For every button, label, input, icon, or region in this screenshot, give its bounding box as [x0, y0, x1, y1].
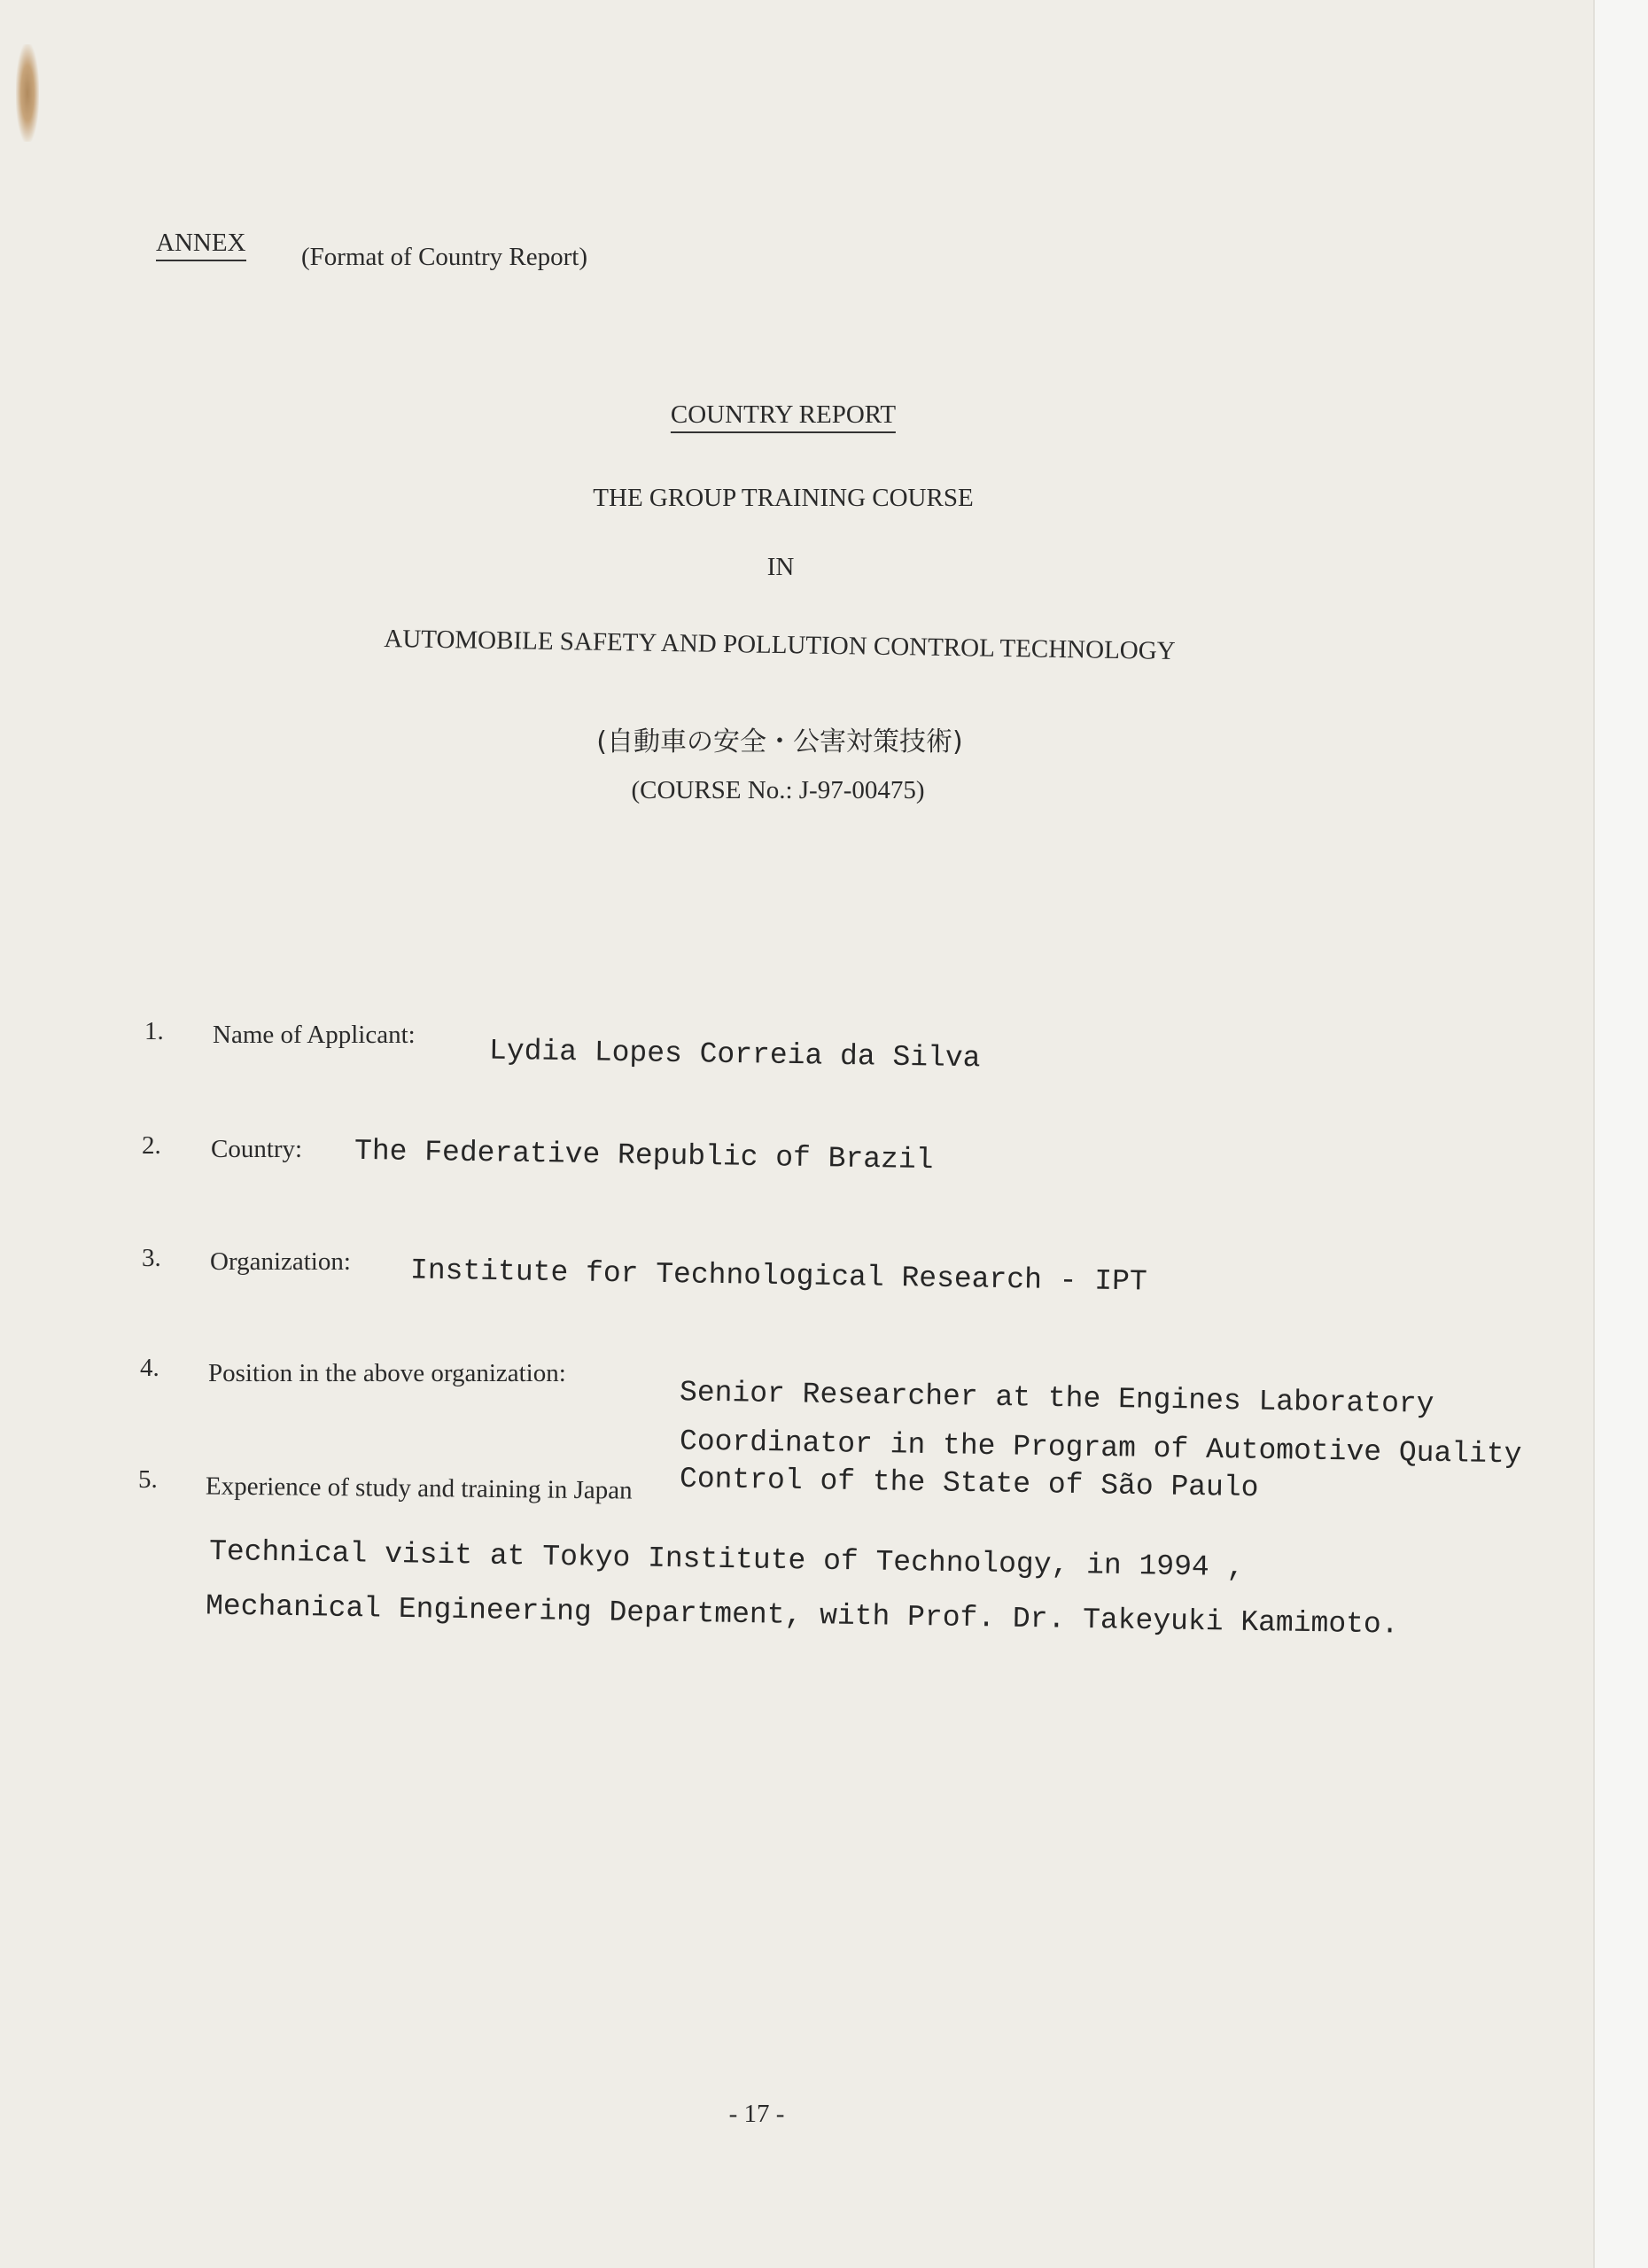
page-number: - 17 -	[728, 2100, 785, 2128]
item-label: Country:	[211, 1135, 303, 1163]
organization-value: Institute for Technological Research - IPT	[409, 1254, 1147, 1299]
item-number: 4.	[140, 1354, 159, 1382]
page-edge	[1593, 0, 1648, 2268]
applicant-name: Lydia Lopes Correia da Silva	[488, 1034, 981, 1076]
item-number: 5.	[138, 1465, 158, 1494]
annex-note: (Format of Country Report)	[301, 243, 587, 271]
country-value: The Federative Republic of Brazil	[354, 1134, 934, 1177]
course-title-japanese: (自動車の安全・公害対策技術)	[596, 726, 963, 757]
item-label: Name of Applicant:	[213, 1021, 416, 1049]
item-label: Organization:	[210, 1247, 351, 1276]
item-label: Position in the above organization:	[208, 1359, 566, 1387]
position-line: Senior Researcher at the Engines Laboratory	[679, 1376, 1434, 1421]
item-number: 3.	[142, 1244, 161, 1272]
staple-stain	[16, 44, 39, 142]
course-number: (COURSE No.: J-97-00475)	[631, 776, 925, 804]
report-heading: COUNTRY REPORT	[671, 400, 896, 433]
course-title-line2: IN	[766, 553, 795, 581]
experience-line: Technical visit at Tokyo Institute of Technology, in 1994 ,	[208, 1534, 1245, 1585]
course-title-line1: THE GROUP TRAINING COURSE	[593, 484, 974, 512]
course-title-line3: AUTOMOBILE SAFETY AND POLLUTION CONTROL TECHNOLOGY	[384, 624, 1176, 666]
item-label: Experience of study and training in Japan	[205, 1472, 633, 1505]
item-number: 1.	[144, 1017, 164, 1045]
item-number: 2.	[142, 1131, 161, 1160]
experience-line: Mechanical Engineering Department, with Prof. Dr. Takeyuki Kamimoto.	[205, 1589, 1399, 1642]
position-line: Control of the State of São Paulo	[679, 1462, 1259, 1505]
position-line: Coordinator in the Program of Automotive Quality	[679, 1425, 1522, 1472]
annex-label: ANNEX	[156, 229, 246, 261]
